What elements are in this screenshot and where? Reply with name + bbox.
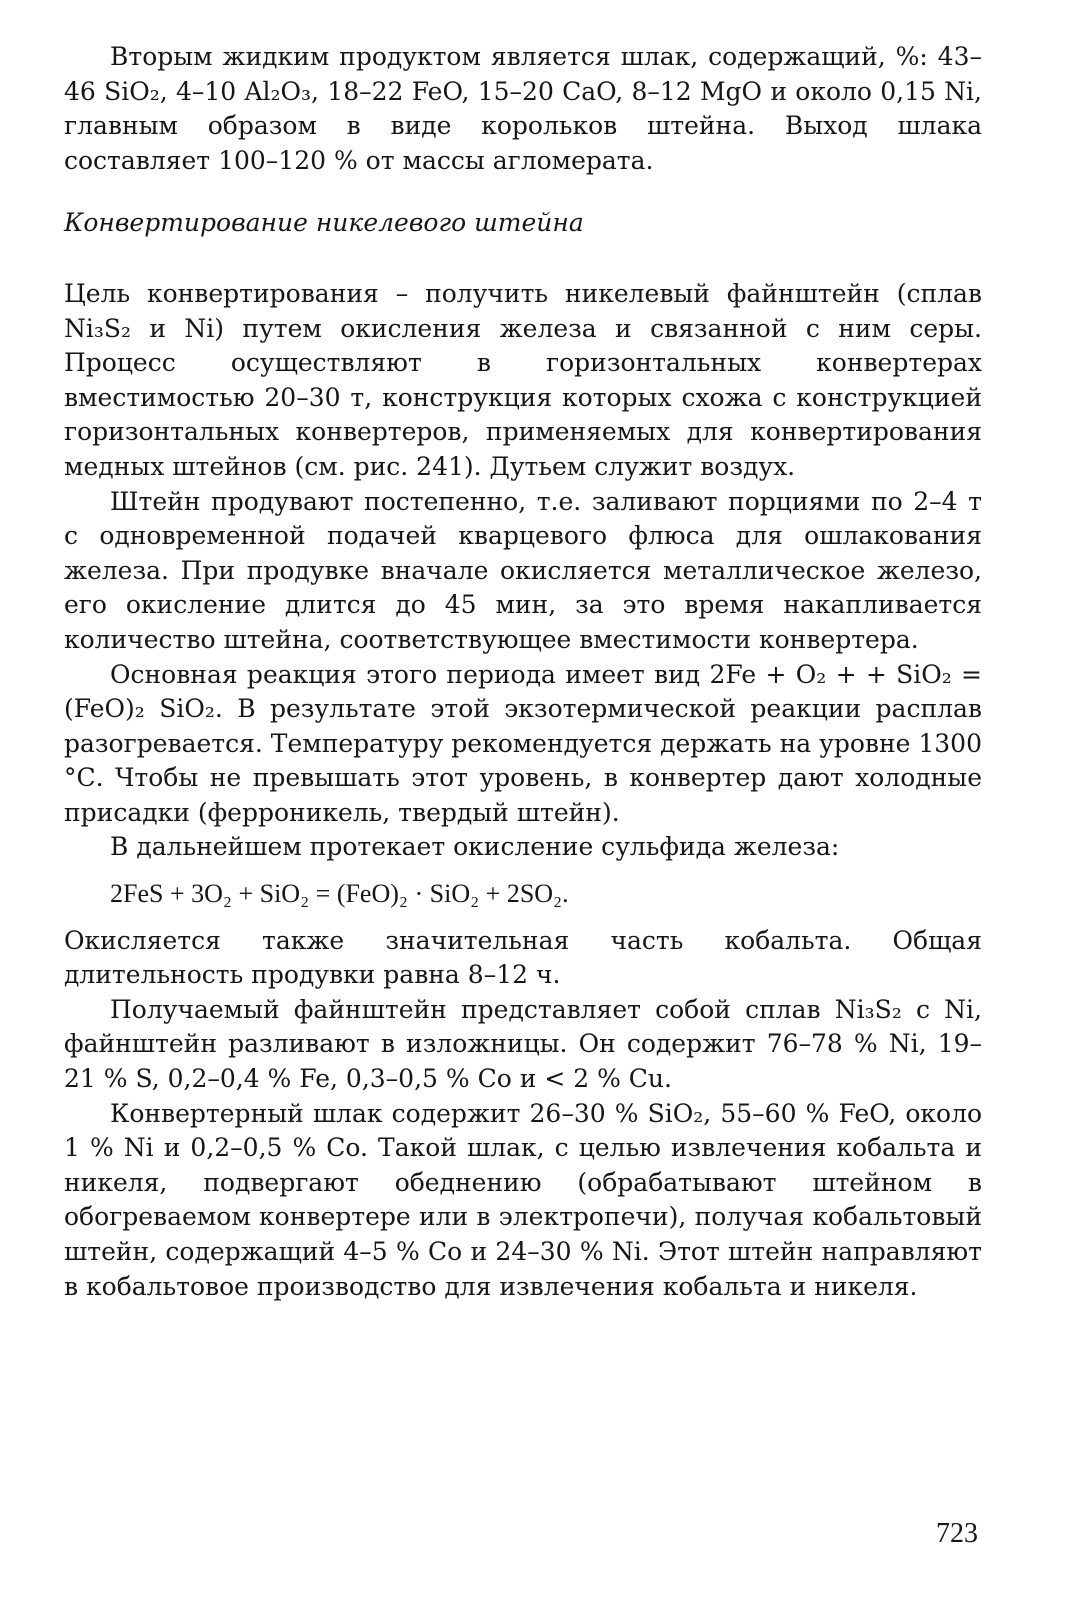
paragraph-blowing: Штейн продувают постепенно, т.е. заливают порциями по 2–4 т с одновременной подачей кварцевого флюса для ошлакования железа. При продувке вначале окисляется металлическое железо, его окисление длится до 45 мин, за это время накапливается количество штейна, соответствующее вместимости конвертера. (64, 486, 982, 654)
paragraph-reaction: Основная реакция этого периода имеет вид 2Fe + O₂ + + SiO₂ = (FeO)₂ SiO₂. В результате этой экзотермической реакции расплав разогревается. Температуру рекомендуется держать на уровне 1300 °С. Чтобы не превышать этот уровень, в конвертер дают холодные присадки (ферроникель, твердый штейн). (64, 659, 982, 827)
paragraph-goal: Цель конвертирования – получить никелевый файнштейн (сплав Ni₃S₂ и Ni) путем окисления железа и связанной с ним серы. Процесс осуществляют в горизонтальных конвертерах вместимостью 20–30 т, конструкция которых схожа с конструкцией горизонтальных конвертеров, применяемых для конвертирования медных штейнов (см. рис. 241). Дутьем служит воздух. (64, 278, 982, 481)
paragraph-converter-slag: Конвертерный шлак содержит 26–30 % SiO₂, 55–60 % FeO, около 1 % Ni и 0,2–0,5 % Co. Такой шлак, с целью извлечения кобальта и никеля, подвергают обеднению (обрабатывают штейном в обогреваемом конвертере или в электропечи), получая кобальтовый штейн, содержащий 4–5 % Co и 24–30 % Ni. Этот штейн направляют в кобальтовое производство для извлечения кобальта и никеля. (64, 1098, 982, 1301)
page-number: 723 (936, 1518, 978, 1549)
formula-sulfide-oxidation: 2FeS + 3O₂ + SiO₂ = (FeO)₂ · SiO₂ + 2SO₂. (110, 879, 569, 909)
page-body (64, 40, 982, 1304)
section-heading: Конвертирование никелевого штейна (64, 208, 584, 238)
paragraph-fainshtein: Получаемый файнштейн представляет собой сплав Ni₃S₂ с Ni, файнштейн разливают в изложницы. Он содержит 76–78 % Ni, 19–21 % S, 0,2–0,4 % Fe, 0,3–0,5 % Co и < 2 % Cu. (64, 994, 982, 1094)
paragraph-cobalt: Окисляется также значительная часть кобальта. Общая длительность продувки равна 8–12 ч. (64, 925, 982, 990)
paragraph-sulfide-intro: В дальнейшем протекает окисление сульфида железа: (110, 832, 840, 862)
paragraph-slag-intro: Вторым жидким продуктом является шлак, содержащий, %: 43–46 SiO₂, 4–10 Al₂O₃, 18–22 FeO, 15–20 CaO, 8–12 MgO и около 0,15 Ni, главным образом в виде корольков штейна. Выход шлака составляет 100–120 % от массы агломерата. (64, 42, 982, 175)
